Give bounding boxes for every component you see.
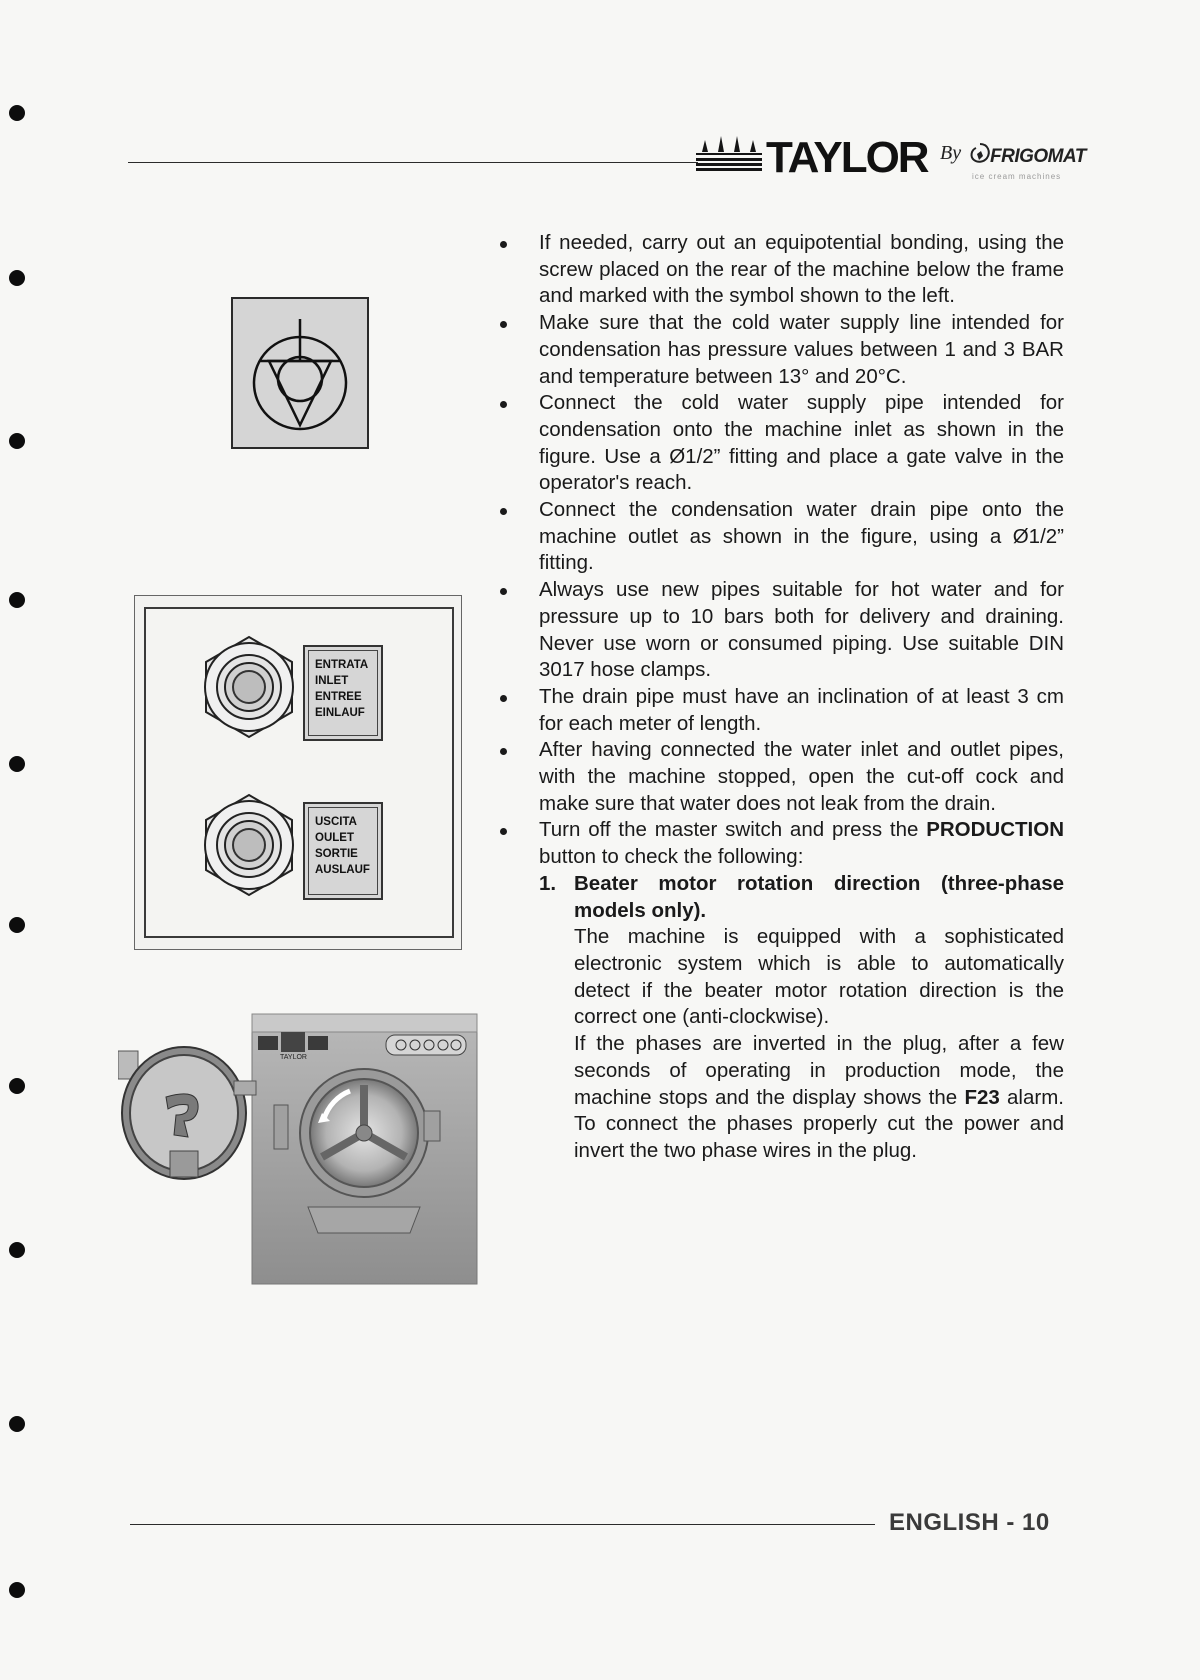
inlet-label-it: ENTRATA (315, 659, 369, 671)
ice-cream-machine-illustration (118, 1011, 479, 1286)
instruction-item (496, 310, 1064, 390)
instruction-item (496, 737, 1064, 817)
instruction-item (496, 817, 1064, 870)
outlet-label-it: USCITA (315, 816, 357, 828)
alarm-code: F23 (964, 1085, 1000, 1109)
instruction-text: Always use new pipes suitable for hot water and for pressure up to 10 bars both for delivery and draining. Never use worn or consumed piping. Use suitable DIN 3017 hose clamps. (539, 578, 1064, 682)
header-rule (128, 162, 698, 163)
punch-hole (9, 1078, 25, 1094)
instruction-item (496, 684, 1064, 737)
instructions (496, 230, 1064, 1165)
bullet-icon (500, 321, 507, 328)
inlet-label-fr: ENTREE (315, 691, 362, 703)
punch-hole (9, 917, 25, 933)
water-ports-figure (144, 607, 454, 938)
punch-hole (9, 1582, 25, 1598)
sub-paragraph (496, 1031, 1064, 1165)
instruction-item (496, 577, 1064, 684)
production-button-name: PRODUCTION (926, 818, 1064, 842)
sub-paragraph: The machine is equipped with a sophisticated electronic system which is able to automatically detect if the beater motor rotation direction is the correct one (anti-clockwise). (574, 925, 1064, 1029)
partner-tagline: ice cream machines (972, 172, 1062, 181)
outlet-label-de: AUSLAUF (315, 864, 370, 876)
instruction-text: After having connected the water inlet and outlet pipes, with the machine stopped, open the cut-off cock and make sure that water does not leak from the drain. (539, 738, 1064, 815)
page-number: ENGLISH - 10 (889, 1509, 1050, 1536)
bullet-icon (500, 241, 507, 248)
outlet-label-fr: SORTIE (315, 848, 358, 860)
brand-name: TAYLOR (766, 133, 928, 182)
inlet-label-de: EINLAUF (315, 707, 365, 719)
instruction-text: Turn off the master switch and press the (539, 818, 919, 842)
bullet-icon (500, 508, 507, 515)
bullet-icon (500, 828, 507, 835)
punch-hole (9, 592, 25, 608)
bullet-icon (500, 748, 507, 755)
instruction-item (496, 230, 1064, 310)
taylor-crown-icon (696, 136, 762, 172)
instruction-item (496, 390, 1064, 497)
instruction-text: button to check the following: (539, 845, 804, 869)
sub-paragraph-text: If the phases are inverted in the plug, after a few seconds of operating in production mode, the machine stops and the display shows the (574, 1032, 1064, 1109)
inlet-label (303, 645, 383, 741)
machine-badge: TAYLOR (280, 1054, 307, 1061)
bullet-icon (500, 588, 507, 595)
bullet-icon (500, 401, 507, 408)
outlet-label-en: OULET (315, 832, 354, 844)
equipotential-symbol-figure (231, 297, 369, 449)
instruction-text: If needed, carry out an equipotential bonding, using the screw placed on the rear of the machine below the frame and marked with the symbol shown to the left. (539, 231, 1064, 308)
instruction-item (496, 497, 1064, 577)
inlet-label-en: INLET (315, 675, 349, 687)
machine-photo (118, 1011, 479, 1286)
partner-name: FRIGOMAT (990, 146, 1086, 167)
punch-hole (9, 1416, 25, 1432)
sub-heading-text: Beater motor rotation direction (three-phase models only). (574, 871, 1064, 922)
inlet-fitting-icon (194, 633, 304, 743)
punch-hole (9, 756, 25, 772)
punch-hole (9, 433, 25, 449)
sub-heading (496, 871, 1064, 924)
instruction-text: Make sure that the cold water supply line intended for condensation has pressure values between 1 and 3 BAR and temperature between 13° and 20°C. (539, 311, 1064, 388)
instruction-text: The drain pipe must have an inclination of at least 3 cm for each meter of length. (539, 684, 1064, 735)
punch-hole (9, 1242, 25, 1258)
sub-paragraph-text: alarm. To connect the phases properly cut the power and invert the two phase wires in the plug. (574, 1085, 1064, 1162)
frigomat-swirl-icon (968, 142, 992, 168)
bullet-icon (500, 695, 507, 702)
punch-hole (9, 105, 25, 121)
outlet-fitting-icon (194, 791, 304, 901)
brand-by: By (940, 142, 962, 164)
sub-number: 1. (539, 871, 557, 895)
footer-rule (130, 1524, 875, 1525)
taylor-frigomat-logo (696, 128, 1086, 186)
instruction-text: Connect the condensation water drain pipe onto the machine outlet as shown in the figure, using a Ø1/2” fitting. (539, 498, 1064, 575)
outlet-label (303, 802, 383, 900)
punch-hole (9, 270, 25, 286)
equipotential-bonding-icon (233, 299, 367, 447)
instruction-text: Connect the cold water supply pipe intended for condensation onto the machine inlet as shown in the figure. Use a Ø1/2” fitting and place a gate valve in the operator's reach. (539, 391, 1064, 495)
